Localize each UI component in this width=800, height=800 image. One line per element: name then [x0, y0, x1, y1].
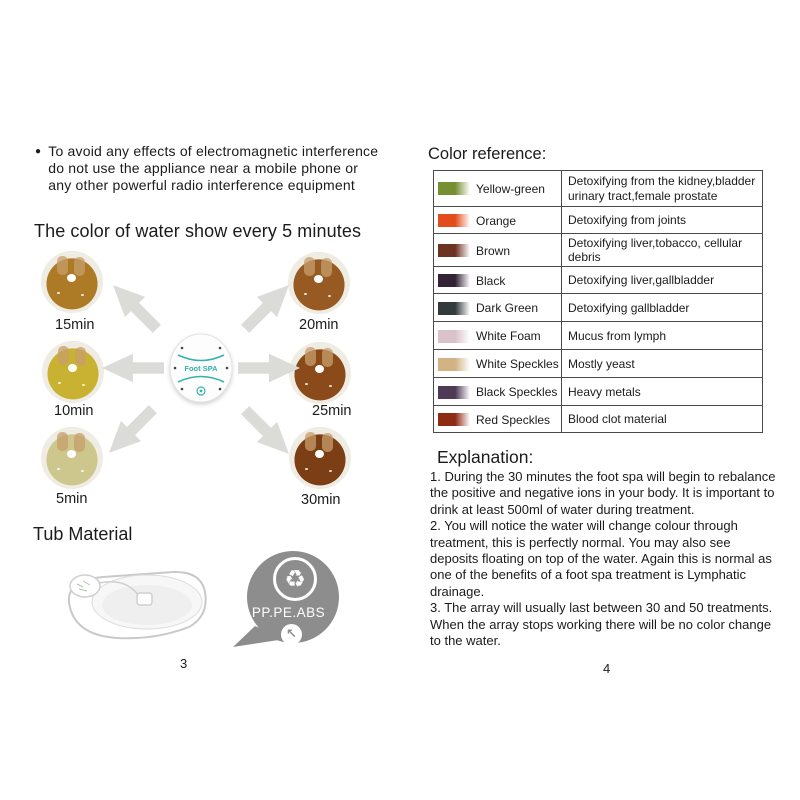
material-bubble: [227, 550, 350, 653]
ionizer-ball: [67, 274, 76, 282]
color-swatch: [438, 413, 471, 426]
table-row: [434, 406, 763, 433]
explanation-item-1: 1. During the 30 minutes the foot spa will begin to rebalance the positive and negative ions in your body. It is important to drink at least 500ml of water during treatment.: [430, 469, 776, 517]
explanation-item-3: 3. The array will usually last between 30 and 50 treatments. When the array stops working there will be no color change to the water.: [430, 600, 773, 649]
water-sample-photo-10min: [42, 341, 104, 403]
arrow-left-icon: [102, 351, 164, 385]
color-name: Orange: [476, 213, 517, 228]
water-sample-photo-25min: [289, 342, 351, 404]
time-label-20min: 20min: [299, 317, 339, 333]
feet-in-water: [305, 432, 316, 451]
ionizer-ball: [315, 365, 324, 373]
material-code-text: PP.PE.ABS: [251, 605, 326, 620]
table-row: [434, 322, 763, 350]
color-description: Detoxifying liver,tobacco, cellular debris: [562, 234, 763, 267]
color-reference-table: [433, 170, 763, 433]
color-name: White Foam: [476, 329, 541, 344]
color-swatch: [438, 182, 471, 195]
bullet-icon: ●: [35, 146, 42, 157]
explanation-heading: Explanation:: [437, 447, 534, 467]
recycle-icon: ♻: [273, 557, 317, 601]
color-swatch: [438, 302, 471, 315]
color-description: Mostly yeast: [562, 350, 763, 378]
cursor-arrow-icon: ↖: [281, 624, 302, 645]
emc-warning-note: [35, 143, 391, 194]
page-number-right: 4: [603, 661, 611, 676]
table-row: [434, 294, 763, 322]
water-color-heading: The color of water show every 5 minutes: [34, 221, 362, 241]
time-label-5min: 5min: [56, 491, 88, 507]
time-label-10min: 10min: [54, 403, 94, 419]
arrow-down-left-icon: [97, 397, 165, 465]
color-reference-heading: Color reference:: [428, 145, 547, 163]
color-name: Black: [476, 273, 506, 288]
color-description: Detoxifying gallbladder: [562, 294, 763, 322]
page-number-left: 3: [180, 656, 188, 671]
table-row: [434, 350, 763, 378]
table-row: [434, 378, 763, 406]
color-name: Dark Green: [476, 301, 539, 316]
ionizer-ball: [314, 275, 323, 283]
emc-warning-text: To avoid any effects of electromagnetic interference do not use the appliance near a mobile phone or any other powerful radio interference equipment: [48, 143, 379, 193]
ionizer-ball: [68, 364, 77, 372]
explanation-item-2: 2. You will notice the water will change colour through treatment, this is perfectly normal. You may also see deposits floating on top of the water. Again this is normal as one of the benefits of a foot spa treatment is Lymphatic drainage.: [430, 518, 772, 599]
water-sample-photo-5min: [41, 427, 103, 489]
table-row: [434, 234, 763, 267]
table-row: [434, 207, 763, 234]
table-row: [434, 267, 763, 294]
color-swatch: [438, 214, 471, 227]
arrow-up-left-icon: [101, 273, 169, 341]
feet-in-water: [305, 347, 316, 366]
color-swatch: [438, 330, 471, 343]
device-label: Foot SPA: [184, 364, 218, 373]
ionizer-ball: [67, 450, 76, 458]
color-description: Detoxifying from joints: [562, 207, 763, 234]
color-name: Black Speckles: [476, 385, 558, 400]
tub-image: [55, 550, 215, 645]
color-swatch: [438, 244, 471, 257]
time-label-25min: 25min: [312, 403, 352, 419]
color-description: Heavy metals: [562, 378, 763, 406]
color-name: Brown: [476, 243, 511, 258]
feet-in-water: [58, 346, 69, 365]
color-name: Yellow-green: [476, 181, 545, 196]
water-sample-photo-30min: [289, 427, 351, 489]
feet-in-water: [57, 256, 68, 275]
ionizer-ball: [315, 450, 324, 458]
color-swatch: [438, 358, 471, 371]
feet-in-water: [304, 257, 315, 276]
color-swatch: [438, 274, 471, 287]
time-label-15min: 15min: [55, 317, 95, 333]
foot-spa-device: [169, 333, 233, 403]
table-row: [434, 171, 763, 207]
color-description: Blood clot material: [562, 406, 763, 433]
color-description: Detoxifying liver,gallbladder: [562, 267, 763, 294]
time-label-30min: 30min: [301, 492, 341, 508]
color-name: White Speckles: [476, 357, 559, 372]
explanation-text: [430, 469, 778, 649]
color-name: Red Speckles: [476, 412, 551, 427]
water-sample-photo-15min: [41, 251, 103, 313]
color-swatch: [438, 386, 471, 399]
water-sample-photo-20min: [288, 252, 350, 314]
color-description: Mucus from lymph: [562, 322, 763, 350]
tub-material-heading: Tub Material: [33, 524, 133, 544]
feet-in-water: [57, 432, 68, 451]
color-description: Detoxifying from the kidney,bladder urinary tract,female prostate: [562, 171, 763, 207]
